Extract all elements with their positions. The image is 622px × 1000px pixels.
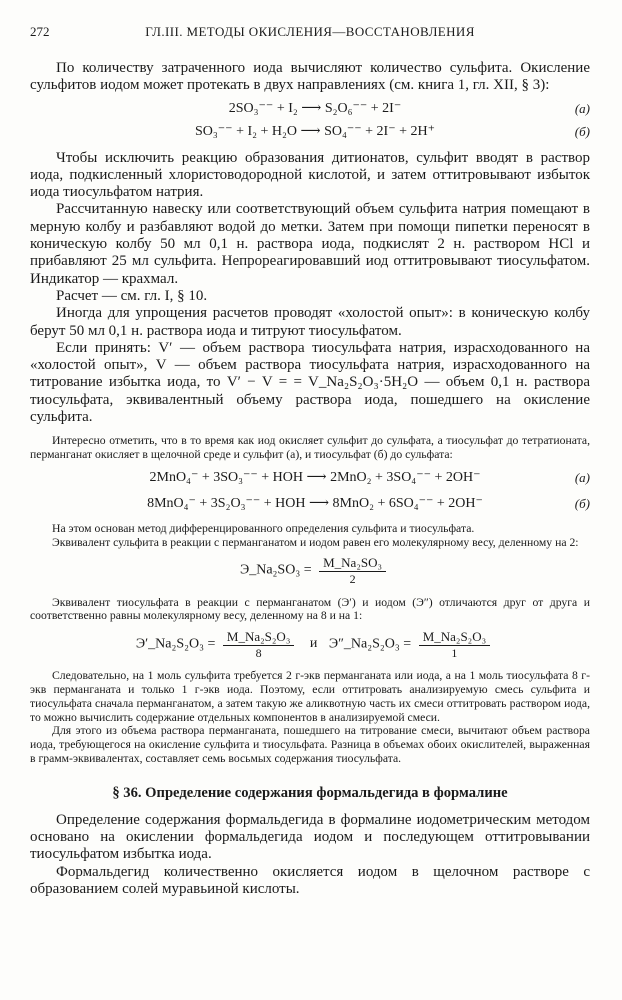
paragraph: Если принять: V′ — объем раствора тиосульфата натрия, израсходованного на «холостой опыт», V — объем раствора тиосульфата натрия, израсходованного на титрование избытка иода, то V′ − V = = V_Na₂S₂O₃·5H₂O — объем 0,1 н. раствора тиосульфата, эквивалентный объему раствора иода, пошедшего на окисление сульфита. (30, 339, 590, 426)
equation-tag: (а) (574, 469, 590, 485)
equation-d (30, 494, 590, 514)
paragraph: Формальдегид количественно окисляется иодом в щелочном растворе с образованием солей муравьиной кислоты. (30, 863, 590, 897)
paragraph: Иногда для упрощения расчетов проводят «холостой опыт»: в коническую колбу берут 50 мл 0,1 н. раствора иода и титруют тиосульфатом. (30, 305, 590, 339)
equation-formula: 2SO₃⁻⁻ + I₂ ⟶ S₂O₆⁻⁻ + 2I⁻ (228, 101, 402, 117)
equation-lhs: Э′_Na₂S₂O₃ = (135, 636, 216, 652)
fraction-numerator: M_Na₂S₂O₃ (223, 629, 294, 646)
chapter-title: ГЛ.III. МЕТОДЫ ОКИСЛЕНИЯ—ВОССТАНОВЛЕНИЯ (145, 24, 475, 39)
paragraph: Рассчитанную навеску или соответствующий объем сульфита натрия помещают в мерную колбу и разбавляют водой до метки. Затем при помощи пипетки переносят в коническую колбу 50 мл 0,1 н. раствора иода, подкислят 2 н. раствором HCl и прибавляют 25 мл сульфита. Непрореагировавший иод оттитровывают тиосульфатом. Индикатор — крахмал. (30, 201, 590, 287)
equation-e (30, 554, 590, 588)
small-paragraph: На этом основан метод дифференцированного определения сульфита и тиосульфата. (52, 521, 475, 535)
small-paragraph: Для этого из объема раствора перманганата, пошедшего на титрование смеси, вычитают объем раствора иода, требующегося на окисление сульфита и тиосульфата. Разница в объемах обоих окислителей, выраженная в грамм-эквивалентах, составляет семь восьмых содержания тиосульфата. (30, 724, 590, 765)
equation-tag: (а) (574, 100, 590, 116)
fraction (223, 629, 294, 660)
book-page (30, 20, 590, 980)
small-paragraph: Интересно отметить, что в то время как иод окисляет сульфит до сульфата, а тиосульфат до тетратионата, перманганат окисляет в щелочной среде и сульфит (а), и тиосульфат (б) до сульфата: (30, 434, 590, 462)
fraction-denominator: 1 (451, 645, 458, 660)
equation-b (30, 122, 590, 142)
equation-tag: (б) (574, 123, 590, 139)
equation-c (30, 468, 590, 488)
equation-a (30, 99, 590, 119)
fraction (419, 629, 490, 660)
equation-lhs: Э_Na₂SO₃ = (239, 562, 312, 578)
paragraph: По количеству затраченного иода вычисляют количество сульфита. Окисление сульфитов иодом может протекать в двух направлениях (см. книга 1, гл. XII, § 3): (30, 60, 590, 94)
conjunction: и (309, 636, 318, 652)
fraction (319, 555, 386, 586)
section-title: § 36. Определение содержания формальдегида в формалине (112, 784, 508, 801)
small-paragraph: Эквивалент тиосульфата в реакции с перманганатом (Э′) и иодом (Э″) отличаются друг от друга и соответственно равны молекулярному весу, деленному на 8 и на 1: (30, 595, 590, 623)
equation-f (30, 627, 590, 661)
paragraph: Расчет — см. гл. I, § 10. (56, 287, 208, 304)
paragraph: Определение содержания формальдегида в формалине иодометрическим методом основано на окислении формальдегида иодом и последующем оттитровывании тиосульфатом избытка иода. (30, 811, 590, 863)
page-number: 272 (30, 24, 50, 39)
small-paragraph: Следовательно, на 1 моль сульфита требуется 2 г-экв перманганата или иода, а на 1 моль тиосульфата 8 г-экв перманганата и только 1 г-экв иода. Поэтому, если оттитровать анализируемую смесь сульфита и тиосульфата сначала перманганатом, а затем такую же аликвотную часть их смеси оттитровать раствором иода, то можно вычислить содержание отдельных компонентов в анализируемой смеси. (30, 669, 590, 724)
equation-formula: SO₃⁻⁻ + I₂ + H₂O ⟶ SO₄⁻⁻ + 2I⁻ + 2H⁺ (195, 124, 435, 140)
equation-formula: 8MnO₄⁻ + 3S₂O₃⁻⁻ + HOH ⟶ 8MnO₂ + 6SO₄⁻⁻ + 2OH⁻ (147, 496, 483, 512)
small-paragraph: Эквивалент сульфита в реакции с перманганатом и иодом равен его молекулярному весу, деленному на 2: (52, 535, 579, 549)
fraction-numerator: M_Na₂S₂O₃ (419, 629, 490, 646)
fraction-numerator: M_Na₂SO₃ (319, 555, 386, 572)
fraction-denominator: 2 (349, 572, 356, 587)
page-header (30, 24, 590, 40)
equation-formula: 2MnO₄⁻ + 3SO₃⁻⁻ + HOH ⟶ 2MnO₂ + 3SO₄⁻⁻ + 2OH⁻ (149, 470, 481, 486)
fraction-denominator: 8 (255, 645, 262, 660)
equation-tag: (б) (574, 495, 590, 511)
paragraph: Чтобы исключить реакцию образования дитионатов, сульфит вводят в раствор иода, подкисленный хлористоводородной кислотой, и затем оттитровывают избыток иода тиосульфатом натрия. (30, 149, 590, 201)
equation-lhs: Э″_Na₂S₂O₃ = (328, 636, 412, 652)
